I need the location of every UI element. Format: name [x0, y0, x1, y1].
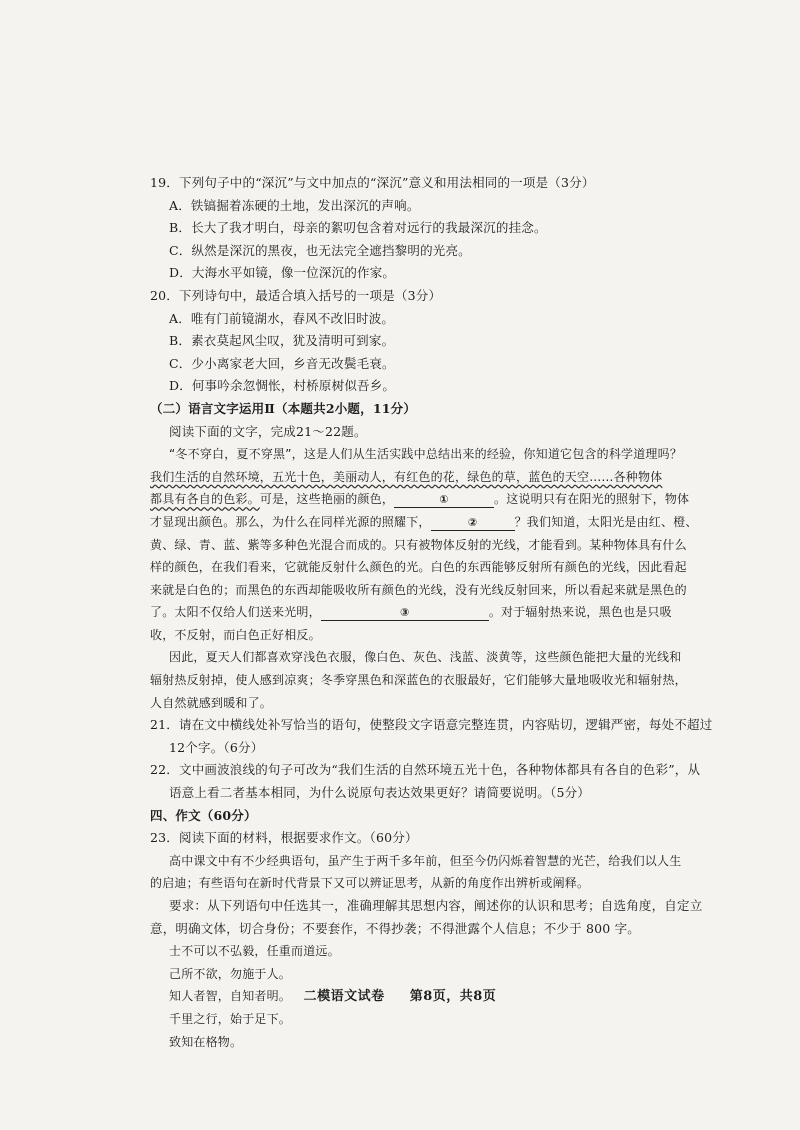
section2-intro: 阅读下面的文字，完成21～22题。	[169, 423, 367, 439]
q20-option-a: A．唯有门前镜湖水，春风不改旧时波。	[169, 310, 395, 326]
passage-line: 辐射热反射掉，使人感到凉爽；冬季穿黑色和深蓝色的衣服最好，它们能够大量地吸收光和辐射热，	[150, 673, 687, 688]
blank-1	[394, 492, 494, 508]
quote-item: 致知在格物。	[169, 1034, 243, 1049]
passage-line	[150, 488, 690, 511]
quote-item: 己所不欲，勿施于人。	[169, 966, 292, 981]
quote-item: 士不可以不弘毅，任重而道远。	[169, 944, 340, 959]
blank-1-mark: ①	[439, 493, 449, 507]
section2-heading: （二）语言文字运用Ⅱ（本题共2小题，11分）	[150, 400, 417, 416]
q23-stem: 23．阅读下面的材料，根据要求作文。（60分）	[150, 830, 418, 846]
q20-stem: 20．下列诗句中，最适合填入括号的一项是（3分）	[150, 287, 442, 303]
passage-line: “冬不穿白，夏不穿黑”，这是人们从生活实践中总结出来的经验，你知道它包含的科学道理吗？	[169, 447, 683, 462]
page-number: 第8页，共8页	[409, 989, 497, 1004]
exam-title: 二模语文试卷	[303, 989, 385, 1004]
q22-stem-cont: 语意上看二者基本相同，为什么说原句表达效果更好？请简要说明。（5分）	[169, 785, 591, 801]
passage-line	[150, 466, 662, 489]
section4-heading: 四、作文（60分）	[150, 807, 257, 823]
q19-option-d: D．大海水平如镜，像一位深沉的作家。	[169, 265, 396, 281]
q19-option-a: A．铁镐掘着冻硬的土地，发出深沉的声响。	[169, 197, 420, 213]
passage-text: 了。太阳不仅给人们送来光明，	[150, 605, 321, 620]
q20-option-c: C．少小离家老大回，乡音无改鬓毛衰。	[169, 355, 395, 371]
passage-line: 因此，夏天人们都喜欢穿浅色衣服，像白色、灰色、浅蓝、淡黄等，这些颜色能把大量的光线和	[169, 650, 682, 665]
wavy-underlined-sentence: 我们生活的自然环境，五光十色，美丽动人，有红色的花，绿色的草，蓝色的天空……各种物体	[150, 469, 663, 484]
passage-line: 样的颜色，在我们看来，它就能反射什么颜色的光。白色的东西能够反射所有颜色的光线，因此看起	[150, 560, 687, 575]
quote-item: 千里之行，始于足下。	[169, 1011, 292, 1026]
q21-stem-cont: 12个字。（6分）	[169, 739, 264, 755]
page-footer	[0, 985, 800, 1004]
q22-stem: 22．文中画波浪线的句子可改为“我们生活的自然环境五光十色，各种物体都具有各自的色彩”，从	[150, 762, 701, 778]
passage-text: 可是，这些艳丽的颜色，	[259, 492, 395, 507]
exam-content	[150, 172, 713, 1053]
passage-line	[150, 601, 672, 624]
requirement-line: 意，明确文体，切合身份；不要套作，不得抄袭；不得泄露个人信息；不少于 800 字。	[150, 920, 641, 936]
passage-line: 人自然就感到暖和了。	[150, 695, 273, 710]
passage-line: 收，不反射，而白色正好相反。	[150, 627, 321, 642]
q19-option-b: B．长大了我才明白，母亲的絮叨包含着对远行的我最深沉的挂念。	[169, 220, 547, 236]
q19-stem: 19．下列句子中的“深沉”与文中加点的“深沉”意义和用法相同的一项是（3分）	[150, 175, 595, 190]
passage-text: 才显现出颜色。那么，为什么在同样光源的照耀下，	[150, 514, 431, 529]
blank-2-mark: ②	[467, 515, 478, 529]
passage-text: ？我们知道，太阳光是由红、橙、	[514, 514, 698, 529]
blank-3	[321, 605, 489, 621]
wavy-underlined-sentence: 都具有各自的色彩。	[150, 492, 260, 507]
q20-option-d: D．何事吟余忽惆怅，村桥原树似吾乡。	[169, 378, 396, 394]
passage-line: 来就是白色的；而黑色的东西却能吸收所有颜色的光线，没有光线反射回来，所以看起来就是黑色的	[150, 582, 687, 597]
q19-option-c: C．纵然是深沉的黑夜，也无法完全遮挡黎明的光亮。	[169, 242, 471, 258]
passage-line	[150, 511, 698, 534]
requirement-line: 要求：从下列语句中任选其一，准确理解其思想内容，阐述你的认识和思考；自选角度，自定立	[169, 898, 703, 913]
material-line: 的启迪；有些语句在新时代背景下又可以辨证思考，从新的角度作出辨析或阐释。	[150, 876, 590, 891]
q20-option-b: B．素衣莫起风尘叹，犹及清明可到家。	[169, 333, 395, 349]
q21-stem: 21．请在文中横线处补写恰当的语句，使整段文字语意完整连贯，内容贴切，逻辑严密，每处不超过	[150, 717, 713, 733]
material-line: 高中课文中有不少经典语句，虽产生于两千多年前，但至今仍闪烁着智慧的光芒，给我们以人生	[169, 853, 682, 868]
blank-2	[431, 515, 515, 531]
passage-text: 。对于辐射热来说，黑色也是只吸	[488, 605, 672, 620]
blank-3-mark: ③	[400, 606, 410, 620]
passage-line: 黄、绿、青、蓝、紫等多种色光混合而成的。只有被物体反射的光线，才能看到。某种物体具有什么	[150, 537, 687, 552]
passage-text: 。这说明只有在阳光的照射下，物体	[494, 492, 690, 507]
quote-item: 知人者智，自知者明。	[169, 989, 292, 1004]
